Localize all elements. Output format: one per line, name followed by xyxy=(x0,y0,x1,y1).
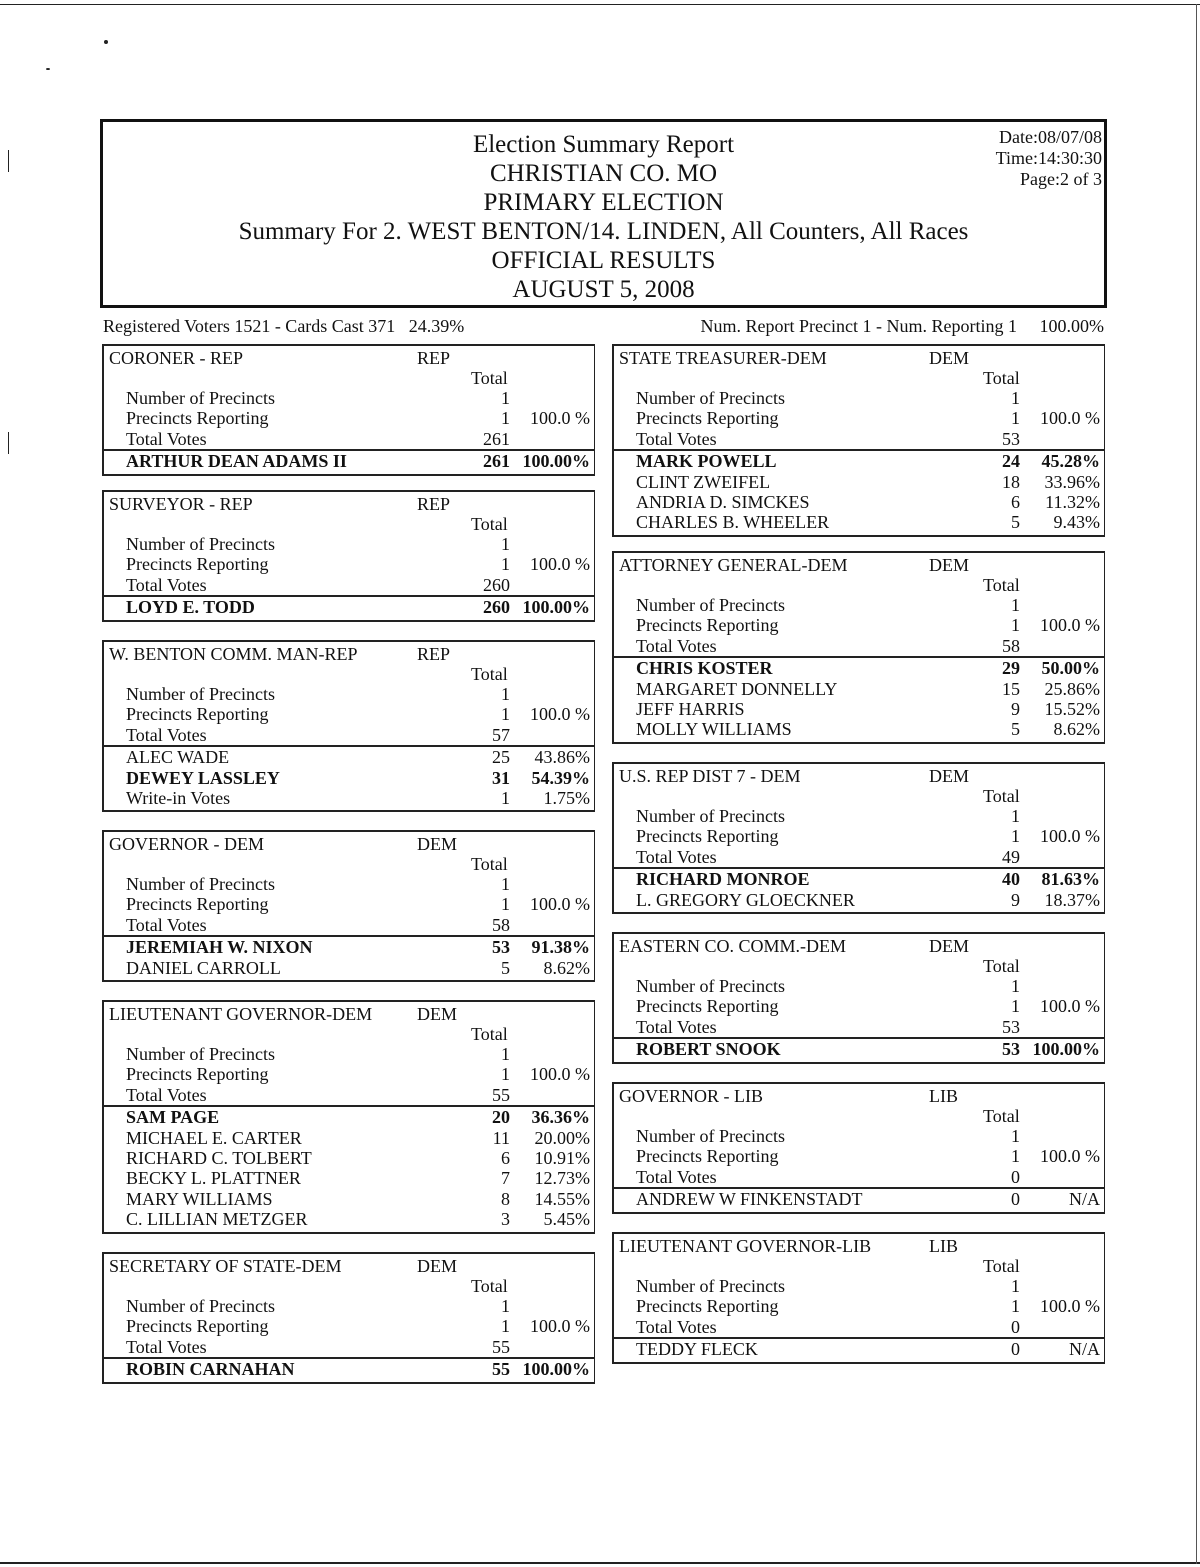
candidate-name: ANDRIA D. SIMCKES xyxy=(636,492,810,512)
candidate-votes: 25 xyxy=(492,747,510,768)
candidate-votes: 6 xyxy=(501,1148,510,1168)
total-header: Total xyxy=(471,664,508,684)
number-of-precincts-row xyxy=(614,388,1104,408)
candidate-percent: N/A xyxy=(1069,1189,1100,1210)
row-value: 1 xyxy=(501,388,510,408)
total-votes-row xyxy=(104,429,594,449)
row-percent: 100.0 % xyxy=(530,704,590,725)
row-label: Number of Precincts xyxy=(126,874,275,894)
candidate-name: BECKY L. PLATTNER xyxy=(126,1168,301,1189)
report-header xyxy=(100,119,1107,308)
total-votes-row xyxy=(104,1085,594,1105)
precincts-reporting-row xyxy=(104,1064,594,1084)
race-title: LIEUTENANT GOVERNOR-DEM xyxy=(109,1004,373,1024)
row-value: 53 xyxy=(1002,428,1020,449)
row-label: Number of Precincts xyxy=(636,976,785,996)
row-value: 1 xyxy=(1011,826,1020,847)
total-votes-row xyxy=(614,1317,1104,1337)
row-label: Total Votes xyxy=(126,724,207,745)
row-value: 1 xyxy=(501,704,510,725)
row-label: Precincts Reporting xyxy=(126,704,269,725)
precincts-reporting-row xyxy=(614,1296,1104,1316)
candidate-votes: 3 xyxy=(501,1209,510,1230)
number-of-precincts-row xyxy=(614,595,1104,615)
row-label: Precincts Reporting xyxy=(636,826,779,847)
scan-speck xyxy=(8,432,9,454)
candidate-row xyxy=(614,699,1104,719)
row-value: 261 xyxy=(483,428,510,449)
row-label: Total Votes xyxy=(126,1084,207,1105)
total-votes-row xyxy=(104,725,594,745)
row-percent: 100.0 % xyxy=(1040,615,1100,636)
registered-voters-summary: Registered Voters 1521 - Cards Cast 371 24.39% xyxy=(103,316,465,336)
row-value: 1 xyxy=(1011,1126,1020,1146)
candidate-votes: 29 xyxy=(1002,658,1020,679)
number-of-precincts-row xyxy=(614,1126,1104,1146)
candidate-row xyxy=(104,1189,594,1209)
race-box xyxy=(102,640,595,812)
row-label: Precincts Reporting xyxy=(636,408,779,429)
row-label: Total Votes xyxy=(636,428,717,449)
candidate-votes: 0 xyxy=(1011,1339,1020,1360)
summary-scope: Summary For 2. WEST BENTON/14. LINDEN, All Counters, All Races xyxy=(238,218,969,245)
race-box xyxy=(102,344,595,476)
precincts-reporting-row xyxy=(104,894,594,914)
candidate-name: MOLLY WILLIAMS xyxy=(636,719,792,740)
candidate-name: JEREMIAH W. NIXON xyxy=(126,937,313,958)
candidate-percent: 1.75% xyxy=(543,788,590,808)
row-label: Precincts Reporting xyxy=(636,1146,779,1167)
candidate-percent: 91.38% xyxy=(531,937,590,958)
candidate-name: MARY WILLIAMS xyxy=(126,1188,273,1209)
candidate-name: Write-in Votes xyxy=(126,788,231,808)
candidate-percent: 45.28% xyxy=(1041,451,1100,472)
row-value: 1 xyxy=(1011,388,1020,408)
candidate-votes: 0 xyxy=(1011,1189,1020,1210)
race-box xyxy=(612,551,1105,744)
row-value: 55 xyxy=(492,1084,510,1105)
candidate-percent: 100.00% xyxy=(522,597,590,618)
candidate-percent: 8.62% xyxy=(1053,719,1100,740)
number-of-precincts-row xyxy=(104,534,594,554)
row-value: 1 xyxy=(501,1316,510,1337)
row-label: Number of Precincts xyxy=(126,684,275,704)
candidate-votes: 261 xyxy=(483,451,510,472)
row-value: 1 xyxy=(501,534,510,554)
total-votes-row xyxy=(614,636,1104,656)
candidate-row xyxy=(614,1039,1104,1059)
candidate-votes: 53 xyxy=(492,937,510,958)
row-value: 1 xyxy=(501,894,510,915)
candidate-percent: 33.96% xyxy=(1044,471,1100,492)
row-label: Precincts Reporting xyxy=(636,615,779,636)
race-party: REP xyxy=(417,494,451,514)
row-value: 1 xyxy=(1011,615,1020,636)
candidate-name: ANDREW W FINKENSTADT xyxy=(636,1189,863,1210)
race-box xyxy=(102,1000,595,1234)
candidate-name: CHRIS KOSTER xyxy=(636,658,773,679)
report-time: Time:14:30:30 xyxy=(995,148,1102,168)
number-of-precincts-row xyxy=(104,874,594,894)
race-title: SECRETARY OF STATE-DEM xyxy=(109,1256,342,1276)
candidate-name: LOYD E. TODD xyxy=(126,597,255,618)
row-label: Total Votes xyxy=(636,1166,717,1187)
row-value: 1 xyxy=(1011,408,1020,429)
candidate-votes: 40 xyxy=(1002,869,1020,890)
candidate-name: RICHARD C. TOLBERT xyxy=(126,1148,312,1168)
row-label: Precincts Reporting xyxy=(126,408,269,429)
candidate-name: CHARLES B. WHEELER xyxy=(636,512,830,533)
precincts-reporting-row xyxy=(614,615,1104,635)
row-label: Number of Precincts xyxy=(636,1276,785,1296)
candidate-name: L. GREGORY GLOECKNER xyxy=(636,889,855,910)
candidate-percent: 81.63% xyxy=(1041,869,1100,890)
precincts-reporting-row xyxy=(614,996,1104,1016)
row-percent: 100.0 % xyxy=(1040,1296,1100,1317)
candidate-votes: 15 xyxy=(1002,678,1020,699)
scan-edge-top xyxy=(0,4,1200,5)
precincts-reporting-row xyxy=(104,1316,594,1336)
number-of-precincts-row xyxy=(614,806,1104,826)
race-party: DEM xyxy=(929,555,969,575)
candidate-name: MICHAEL E. CARTER xyxy=(126,1127,302,1148)
total-votes-row xyxy=(104,1337,594,1357)
report-date: Date:08/07/08 xyxy=(999,127,1102,147)
total-votes-row xyxy=(104,915,594,935)
row-label: Number of Precincts xyxy=(636,806,785,826)
row-value: 1 xyxy=(1011,595,1020,615)
precincts-reporting-row xyxy=(614,408,1104,428)
race-party: REP xyxy=(417,348,451,368)
row-label: Total Votes xyxy=(126,914,207,935)
total-header: Total xyxy=(983,786,1020,806)
number-of-precincts-row xyxy=(614,1276,1104,1296)
candidate-percent: 54.39% xyxy=(531,767,590,788)
candidate-row xyxy=(104,937,594,957)
total-header: Total xyxy=(983,368,1020,388)
row-value: 1 xyxy=(501,554,510,575)
candidate-row xyxy=(104,1107,594,1127)
candidate-row xyxy=(104,1168,594,1188)
results-status: OFFICIAL RESULTS xyxy=(491,247,716,274)
total-header: Total xyxy=(471,1024,508,1044)
candidate-percent: 50.00% xyxy=(1041,658,1100,679)
candidate-row xyxy=(104,747,594,767)
candidate-name: MARGARET DONNELLY xyxy=(636,678,838,699)
row-label: Precincts Reporting xyxy=(126,894,269,915)
row-value: 49 xyxy=(1002,846,1020,867)
candidate-votes: 260 xyxy=(483,597,510,618)
race-box xyxy=(612,1232,1105,1364)
candidate-name: MARK POWELL xyxy=(636,451,777,472)
row-label: Total Votes xyxy=(636,1316,717,1337)
candidate-percent: 36.36% xyxy=(531,1107,590,1128)
candidate-row xyxy=(614,451,1104,471)
candidate-percent: 18.37% xyxy=(1044,889,1100,910)
race-party: REP xyxy=(417,644,451,664)
row-percent: 100.0 % xyxy=(1040,996,1100,1017)
row-percent: 100.0 % xyxy=(530,1316,590,1337)
candidate-votes: 6 xyxy=(1011,492,1020,512)
candidate-row xyxy=(614,492,1104,512)
candidate-percent: 100.00% xyxy=(1032,1039,1100,1060)
candidate-percent: 5.45% xyxy=(543,1209,590,1230)
total-header: Total xyxy=(471,368,508,388)
candidate-percent: 11.32% xyxy=(1045,492,1100,512)
candidate-name: SAM PAGE xyxy=(126,1107,220,1128)
race-box xyxy=(612,344,1105,537)
candidate-votes: 9 xyxy=(1011,699,1020,719)
race-box xyxy=(612,932,1105,1064)
row-percent: 100.0 % xyxy=(530,894,590,915)
candidate-percent: 8.62% xyxy=(543,957,590,978)
row-value: 1 xyxy=(501,874,510,894)
candidate-votes: 18 xyxy=(1002,471,1020,492)
row-value: 1 xyxy=(501,1296,510,1316)
candidate-votes: 11 xyxy=(492,1127,510,1148)
row-label: Total Votes xyxy=(636,1016,717,1037)
row-label: Total Votes xyxy=(636,846,717,867)
candidate-name: ALEC WADE xyxy=(126,747,230,768)
scan-speck xyxy=(8,150,9,172)
candidate-votes: 7 xyxy=(501,1168,510,1189)
row-value: 55 xyxy=(492,1336,510,1357)
total-header: Total xyxy=(983,1106,1020,1126)
race-title: GOVERNOR - LIB xyxy=(619,1086,763,1106)
precincts-reporting-row xyxy=(104,704,594,724)
row-percent: 100.0 % xyxy=(530,408,590,429)
total-votes-row xyxy=(104,575,594,595)
candidate-percent: 14.55% xyxy=(534,1188,590,1209)
row-value: 0 xyxy=(1011,1166,1020,1187)
row-label: Total Votes xyxy=(126,1336,207,1357)
total-header: Total xyxy=(983,1256,1020,1276)
candidate-name: ROBIN CARNAHAN xyxy=(126,1359,295,1380)
race-party: DEM xyxy=(929,936,969,956)
row-value: 53 xyxy=(1002,1016,1020,1037)
row-label: Number of Precincts xyxy=(126,1296,275,1316)
scan-edge-right xyxy=(1196,4,1197,1564)
candidate-row xyxy=(104,597,594,617)
row-percent: 100.0 % xyxy=(1040,826,1100,847)
total-votes-row xyxy=(614,847,1104,867)
row-label: Number of Precincts xyxy=(126,388,275,408)
precinct-reporting-summary: Num. Report Precinct 1 - Num. Reporting 1 100.00% xyxy=(700,316,1104,336)
row-label: Number of Precincts xyxy=(636,1126,785,1146)
page-number: Page:2 of 3 xyxy=(1020,169,1102,189)
row-label: Precincts Reporting xyxy=(126,1316,269,1337)
candidate-percent: N/A xyxy=(1069,1339,1100,1360)
race-title: GOVERNOR - DEM xyxy=(109,834,264,854)
row-value: 1 xyxy=(1011,806,1020,826)
total-header: Total xyxy=(471,854,508,874)
candidate-row xyxy=(614,869,1104,889)
row-value: 1 xyxy=(501,408,510,429)
scan-speck xyxy=(104,40,108,44)
row-value: 58 xyxy=(492,914,510,935)
precincts-reporting-row xyxy=(104,408,594,428)
candidate-percent: 15.52% xyxy=(1044,699,1100,719)
precincts-reporting-row xyxy=(614,826,1104,846)
candidate-row xyxy=(104,788,594,808)
row-value: 0 xyxy=(1011,1316,1020,1337)
race-title: W. BENTON COMM. MAN-REP xyxy=(109,644,358,664)
race-party: DEM xyxy=(417,1004,457,1024)
row-value: 1 xyxy=(1011,1296,1020,1317)
row-label: Total Votes xyxy=(636,635,717,656)
race-party: LIB xyxy=(929,1086,958,1106)
race-title: SURVEYOR - REP xyxy=(109,494,253,514)
candidate-votes: 5 xyxy=(1011,719,1020,740)
row-value: 260 xyxy=(483,574,510,595)
candidate-votes: 53 xyxy=(1002,1039,1020,1060)
candidate-row xyxy=(104,1148,594,1168)
election-date: AUGUST 5, 2008 xyxy=(512,276,695,303)
race-title: EASTERN CO. COMM.-DEM xyxy=(619,936,847,956)
report-title: Election Summary Report xyxy=(472,131,735,158)
candidate-row xyxy=(614,512,1104,532)
race-title: U.S. REP DIST 7 - DEM xyxy=(619,766,801,786)
candidate-votes: 9 xyxy=(1011,889,1020,910)
candidate-row xyxy=(614,890,1104,910)
scan-speck xyxy=(46,68,50,70)
candidate-name: DANIEL CARROLL xyxy=(126,957,281,978)
candidate-name: TEDDY FLECK xyxy=(636,1339,758,1360)
number-of-precincts-row xyxy=(104,388,594,408)
total-header: Total xyxy=(983,575,1020,595)
row-percent: 100.0 % xyxy=(530,554,590,575)
row-label: Precincts Reporting xyxy=(126,554,269,575)
race-box xyxy=(102,830,595,982)
candidate-percent: 20.00% xyxy=(534,1127,590,1148)
number-of-precincts-row xyxy=(614,976,1104,996)
row-label: Precincts Reporting xyxy=(636,996,779,1017)
candidate-percent: 43.86% xyxy=(534,747,590,768)
row-label: Total Votes xyxy=(126,574,207,595)
row-value: 1 xyxy=(1011,1146,1020,1167)
row-value: 57 xyxy=(492,724,510,745)
candidate-name: ROBERT SNOOK xyxy=(636,1039,781,1060)
candidate-row xyxy=(614,719,1104,739)
candidate-row xyxy=(104,958,594,978)
candidate-votes: 5 xyxy=(1011,512,1020,533)
candidate-votes: 20 xyxy=(492,1107,510,1128)
row-label: Number of Precincts xyxy=(636,388,785,408)
candidate-votes: 8 xyxy=(501,1188,510,1209)
candidate-name: DEWEY LASSLEY xyxy=(126,767,280,788)
race-title: LIEUTENANT GOVERNOR-LIB xyxy=(619,1236,872,1256)
row-label: Number of Precincts xyxy=(126,1044,275,1064)
race-title: CORONER - REP xyxy=(109,348,244,368)
number-of-precincts-row xyxy=(104,1044,594,1064)
candidate-row xyxy=(614,1189,1104,1209)
row-value: 1 xyxy=(501,1064,510,1085)
row-value: 1 xyxy=(501,684,510,704)
candidate-percent: 100.00% xyxy=(522,1359,590,1380)
candidate-votes: 5 xyxy=(501,957,510,978)
race-box xyxy=(102,1252,595,1384)
candidate-row xyxy=(614,472,1104,492)
candidate-percent: 12.73% xyxy=(534,1168,590,1189)
row-label: Number of Precincts xyxy=(126,534,275,554)
county-name: CHRISTIAN CO. MO xyxy=(489,160,718,187)
race-party: DEM xyxy=(417,1256,457,1276)
scan-edge-bottom xyxy=(0,1562,1200,1564)
race-title: ATTORNEY GENERAL-DEM xyxy=(619,555,848,575)
total-header: Total xyxy=(471,1276,508,1296)
candidate-row xyxy=(104,451,594,471)
race-party: DEM xyxy=(417,834,457,854)
row-percent: 100.0 % xyxy=(1040,1146,1100,1167)
number-of-precincts-row xyxy=(104,684,594,704)
candidate-row xyxy=(614,679,1104,699)
candidate-name: C. LILLIAN METZGER xyxy=(126,1209,308,1230)
precincts-reporting-row xyxy=(614,1146,1104,1166)
candidate-row xyxy=(614,658,1104,678)
race-party: DEM xyxy=(929,766,969,786)
total-header: Total xyxy=(471,514,508,534)
race-party: DEM xyxy=(929,348,969,368)
race-box xyxy=(612,1082,1105,1214)
race-box xyxy=(102,490,595,622)
candidate-votes: 55 xyxy=(492,1359,510,1380)
candidate-votes: 1 xyxy=(501,788,510,808)
precincts-reporting-row xyxy=(104,554,594,574)
total-header: Total xyxy=(983,956,1020,976)
candidate-votes: 24 xyxy=(1002,451,1020,472)
row-value: 1 xyxy=(1011,976,1020,996)
row-value: 58 xyxy=(1002,635,1020,656)
candidate-percent: 25.86% xyxy=(1044,678,1100,699)
candidate-percent: 9.43% xyxy=(1053,512,1100,533)
candidate-row xyxy=(104,1128,594,1148)
candidate-name: JEFF HARRIS xyxy=(636,699,745,719)
number-of-precincts-row xyxy=(104,1296,594,1316)
candidate-row xyxy=(104,1359,594,1379)
candidate-row xyxy=(104,768,594,788)
race-title: STATE TREASURER-DEM xyxy=(619,348,827,368)
row-label: Total Votes xyxy=(126,428,207,449)
election-type: PRIMARY ELECTION xyxy=(483,189,724,216)
total-votes-row xyxy=(614,429,1104,449)
candidate-name: CLINT ZWEIFEL xyxy=(636,471,771,492)
candidate-name: RICHARD MONROE xyxy=(636,869,810,890)
candidate-percent: 10.91% xyxy=(534,1148,590,1168)
total-votes-row xyxy=(614,1167,1104,1187)
row-value: 1 xyxy=(1011,1276,1020,1296)
race-party: LIB xyxy=(929,1236,958,1256)
total-votes-row xyxy=(614,1017,1104,1037)
candidate-name: ARTHUR DEAN ADAMS II xyxy=(126,451,347,472)
candidate-row xyxy=(104,1209,594,1229)
candidate-percent: 100.00% xyxy=(522,451,590,472)
row-percent: 100.0 % xyxy=(1040,408,1100,429)
row-label: Precincts Reporting xyxy=(636,1296,779,1317)
row-label: Precincts Reporting xyxy=(126,1064,269,1085)
race-box xyxy=(612,762,1105,914)
row-percent: 100.0 % xyxy=(530,1064,590,1085)
row-label: Number of Precincts xyxy=(636,595,785,615)
candidate-votes: 31 xyxy=(492,767,510,788)
candidate-row xyxy=(614,1339,1104,1359)
row-value: 1 xyxy=(501,1044,510,1064)
row-value: 1 xyxy=(1011,996,1020,1017)
